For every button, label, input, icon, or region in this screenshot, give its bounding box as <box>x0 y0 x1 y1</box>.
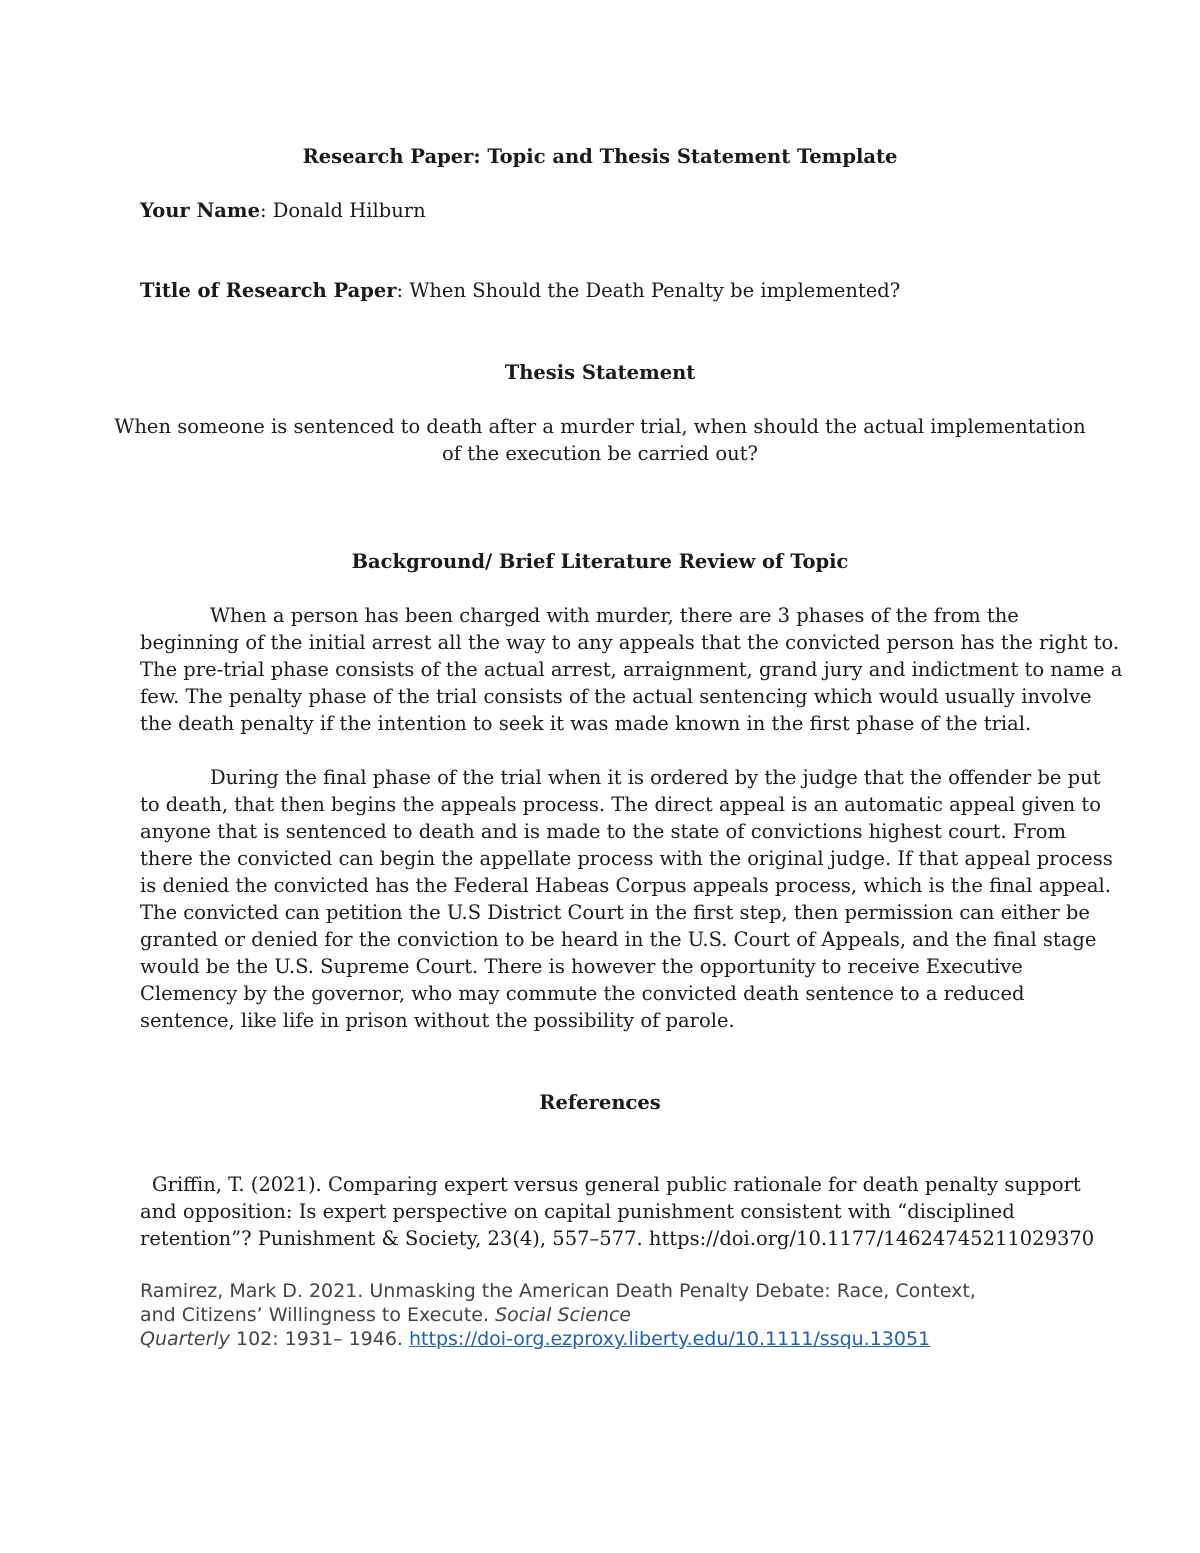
paragraph2-line: During the final phase of the trial when it is ordered by the judge that the offender be put <box>210 766 1101 789</box>
reference2-line <box>140 1302 631 1329</box>
reference1-line: and opposition: Is expert perspective on capital punishment consistent with “disciplined <box>140 1200 1015 1223</box>
background-heading: Background/ Brief Literature Review of Topic <box>351 550 849 573</box>
thesis-line: When someone is sentenced to death after a murder trial, when should the actual implementation <box>114 415 1086 438</box>
paragraph2-line: there the convicted can begin the appellate process with the original judge. If that appeal process <box>140 847 1113 870</box>
thesis-line: of the execution be carried out? <box>442 442 758 465</box>
paragraph2-line: sentence, like life in prison without the possibility of parole. <box>140 1009 735 1032</box>
paragraph2-line: is denied the convicted has the Federal Habeas Corpus appeals process, which is the final appeal. <box>140 874 1111 897</box>
reference2-text: 102: 1931– 1946. <box>229 1328 410 1350</box>
paragraph1-line: the death penalty if the intention to seek it was made known in the first phase of the trial. <box>140 712 1032 735</box>
paragraph1-line: beginning of the initial arrest all the way to any appeals that the convicted person has the right to. <box>140 631 1120 654</box>
thesis-heading: Thesis Statement <box>504 361 696 384</box>
paragraph1-line: The pre-trial phase consists of the actual arrest, arraignment, grand jury and indictment to name a <box>140 658 1123 681</box>
references-heading: References <box>539 1091 661 1114</box>
paper-title-row <box>140 277 900 304</box>
paragraph2-line: anyone that is sentenced to death and is made to the state of convictions highest court. From <box>140 820 1066 843</box>
name-row <box>140 197 426 224</box>
paragraph1-line: When a person has been charged with murder, there are 3 phases of the from the <box>210 604 1019 627</box>
paper-title-label: Title of Research Paper <box>140 279 397 302</box>
paragraph2-line: to death, that then begins the appeals process. The direct appeal is an automatic appeal given to <box>140 793 1101 816</box>
document-title: Research Paper: Topic and Thesis Statement Template <box>302 145 898 168</box>
paragraph2-line: Clemency by the governor, who may commute the convicted death sentence to a reduced <box>140 982 1025 1005</box>
reference2-line <box>140 1326 930 1353</box>
name-label: Your Name <box>140 199 260 222</box>
paper-title-value: : When Should the Death Penalty be implemented? <box>396 279 901 302</box>
reference1-line: Griffin, T. (2021). Comparing expert versus general public rationale for death penalty support <box>152 1173 1081 1196</box>
reference2-journal: Quarterly <box>140 1328 230 1350</box>
name-value: : Donald Hilburn <box>259 199 426 222</box>
paragraph2-line: granted or denied for the conviction to be heard in the U.S. Court of Appeals, and the final stage <box>140 928 1097 951</box>
paragraph1-line: few. The penalty phase of the trial consists of the actual sentencing which would usually involve <box>140 685 1092 708</box>
reference2-journal: Social Science <box>495 1304 632 1326</box>
reference2-doi-link[interactable]: https://doi-org.ezproxy.liberty.edu/10.1111/ssqu.13051 <box>409 1328 931 1350</box>
reference1-line: retention”? Punishment & Society, 23(4), 557–577. https://doi.org/10.1177/14624745211029370 <box>140 1227 1095 1250</box>
paragraph2-line: would be the U.S. Supreme Court. There is however the opportunity to receive Executive <box>140 955 1023 978</box>
reference2-line: Ramirez, Mark D. 2021. Unmasking the American Death Penalty Debate: Race, Context, <box>140 1280 976 1302</box>
paragraph2-line: The convicted can petition the U.S District Court in the first step, then permission can either be <box>140 901 1090 924</box>
reference2-text: and Citizens’ Willingness to Execute. <box>140 1304 496 1326</box>
